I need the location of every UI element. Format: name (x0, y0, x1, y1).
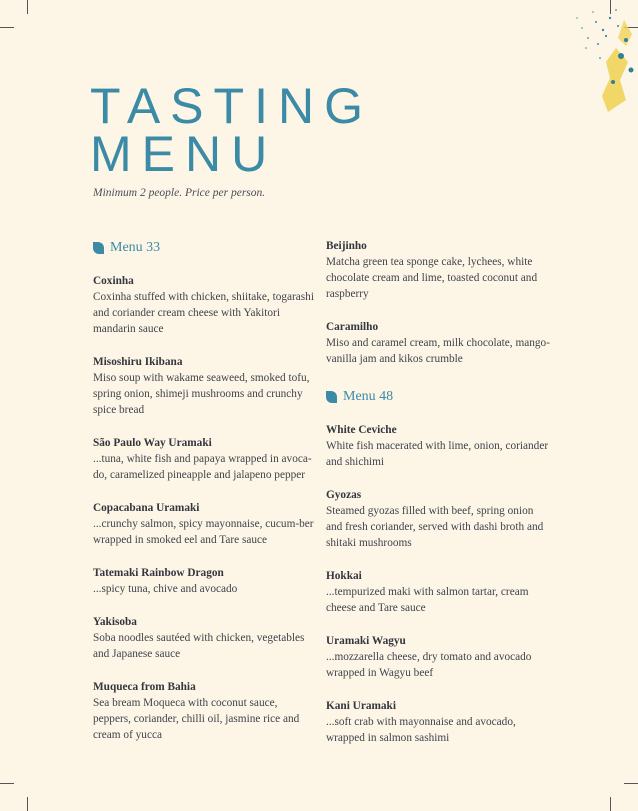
dish-name: White Ceviche (326, 424, 397, 436)
menu-48-column (326, 238, 551, 763)
dish-item (93, 565, 315, 597)
dish-item (326, 568, 551, 616)
dish-item (326, 422, 551, 470)
title-line-1: TASTING (90, 78, 373, 134)
crop-mark (0, 783, 14, 784)
dish-item (93, 435, 315, 483)
menu-48-heading (326, 389, 551, 405)
dish-description: White fish macerated with lime, onion, coriander and shichimi (326, 440, 549, 468)
dish-item (93, 273, 315, 337)
dish-name: Uramaki Wagyu (326, 635, 406, 647)
crop-mark (610, 797, 611, 811)
dish-description: ...mozzarella cheese, dry tomato and avocado wrapped in Wagyu beef (326, 651, 532, 679)
dish-name: Gyozas (326, 489, 362, 501)
dish-description: Sea bream Moqueca with coconut sauce, peppers, coriander, chilli oil, jasmine rice and cream of yucca (93, 697, 300, 741)
subtitle: Minimum 2 people. Price per person. (93, 187, 266, 199)
decorative-splatter-icon (498, 0, 638, 130)
dish-description: ...soft crab with mayonnaise and avocado, wrapped in salmon sashimi (326, 716, 516, 744)
dish-description: Matcha green tea sponge cake, lychees, white chocolate cream and lime, toasted coconut and raspberry (326, 256, 538, 300)
dish-item (326, 633, 551, 681)
dish-name: Coxinha (93, 275, 134, 287)
menu-33-heading (93, 240, 315, 256)
dish-description: ...crunchy salmon, spicy mayonnaise, cucum-ber wrapped in smoked eel and Tare sauce (93, 518, 314, 546)
crop-mark (0, 27, 14, 28)
dish-description: ...spicy tuna, chive and avocado (93, 583, 238, 595)
leaf-icon (326, 391, 337, 403)
dish-item (93, 354, 315, 418)
dish-name: São Paulo Way Uramaki (93, 437, 212, 449)
dish-description: ...tempurized maki with salmon tartar, cream cheese and Tare sauce (326, 586, 529, 614)
dish-name: Hokkai (326, 570, 362, 582)
dish-item (326, 698, 551, 746)
dish-name: Kani Uramaki (326, 700, 396, 712)
dish-description: ...tuna, white fish and papaya wrapped in avoca-do, caramelized pineapple and jalapeno pepper (93, 453, 312, 481)
dish-name: Copacabana Uramaki (93, 502, 200, 514)
dish-name: Beijinho (326, 240, 367, 252)
dish-name: Muqueca from Bahia (93, 681, 196, 693)
title-line-2: MENU (90, 126, 278, 182)
dish-name: Caramilho (326, 321, 379, 333)
dish-name: Tatemaki Rainbow Dragon (93, 567, 224, 579)
dish-name: Yakisoba (93, 616, 137, 628)
leaf-icon (93, 242, 104, 254)
page-title (90, 78, 373, 182)
menu-33-column (93, 240, 315, 760)
dish-description: Coxinha stuffed with chicken, shiitake, togarashi and coriander cream cheese with Yakitori mandarin sauce (93, 291, 314, 335)
menu-33-label: Menu 33 (110, 240, 161, 255)
dish-item (93, 679, 315, 743)
dish-item (93, 614, 315, 662)
dessert-item (326, 238, 551, 302)
crop-mark (624, 783, 638, 784)
dessert-item (326, 319, 551, 367)
crop-mark (27, 0, 28, 14)
dish-item (326, 487, 551, 551)
crop-mark (27, 797, 28, 811)
dish-description: Soba noodles sautéed with chicken, vegetables and Japanese sauce (93, 632, 305, 660)
dish-item (93, 500, 315, 548)
dish-description: Miso soup with wakame seaweed, smoked tofu, spring onion, shimeji mushrooms and crunchy spice bread (93, 372, 310, 416)
dish-name: Misoshiru Ikibana (93, 356, 183, 368)
dish-description: Miso and caramel cream, milk chocolate, mango-vanilla jam and kikos crumble (326, 337, 550, 365)
dish-description: Steamed gyozas filled with beef, spring onion and fresh coriander, served with dashi broth and shitaki mushrooms (326, 505, 544, 549)
menu-48-label: Menu 48 (343, 389, 394, 404)
